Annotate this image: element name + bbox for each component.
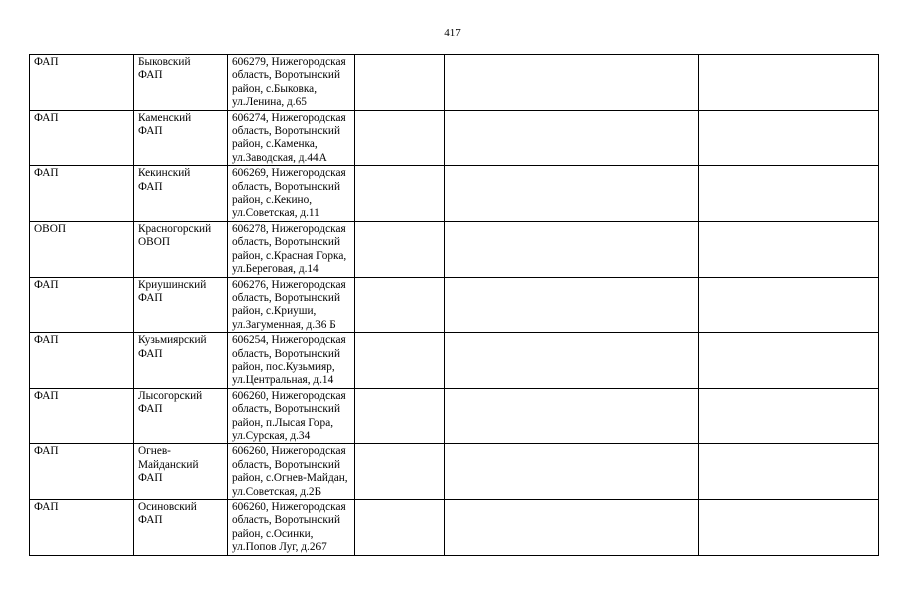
facility-address-line: район, пос.Кузьмияр, [232, 360, 335, 373]
facility-address-cell [228, 221, 355, 277]
table-row [30, 221, 879, 277]
facility-name-line: Огнев- [138, 445, 171, 458]
empty-cell [355, 166, 445, 222]
facility-name-cell [134, 55, 228, 111]
facility-name-line: ФАП [138, 403, 163, 416]
facility-type-cell [30, 500, 134, 556]
empty-cell [355, 444, 445, 500]
facility-address-cell [228, 166, 355, 222]
facility-address-line: ул.Попов Луг, д.267 [232, 541, 327, 554]
facility-name-line: ФАП [138, 514, 163, 527]
facility-type-cell [30, 166, 134, 222]
empty-cell [355, 388, 445, 444]
facility-type-cell [30, 388, 134, 444]
empty-cell [355, 55, 445, 111]
table-body [30, 55, 879, 556]
empty-cell [355, 221, 445, 277]
facility-address-line: ул.Заводская, д.44А [232, 151, 327, 164]
facility-name-line: ФАП [138, 291, 163, 304]
facility-address-line: область, Воротынский [232, 514, 341, 527]
facility-address-cell [228, 110, 355, 166]
facility-address-line: район, с.Красная Горка, [232, 249, 347, 262]
facility-name-line: ОВОП [138, 236, 171, 249]
empty-cell [699, 444, 879, 500]
facility-name-line: Красногорский [138, 222, 212, 235]
page-number: 417 [444, 27, 461, 39]
facility-name-line: Быковский [138, 56, 191, 68]
facility-name-cell [134, 444, 228, 500]
table-row [30, 444, 879, 500]
empty-cell [355, 333, 445, 389]
facility-address-line: 606278, Нижегородская [232, 222, 346, 235]
facility-type: ФАП [34, 111, 59, 124]
facility-address-line: район, с.Каменка, [232, 138, 318, 151]
facility-name-line: Кекинский [138, 167, 191, 180]
facility-name-line: ФАП [138, 125, 163, 138]
facility-name-line: Майданский [138, 458, 199, 471]
facility-address-line: область, Воротынский [232, 458, 341, 471]
facility-address-line: район, с.Осинки, [232, 527, 314, 540]
facility-name-cell [134, 388, 228, 444]
facility-name-line: Каменский [138, 111, 192, 124]
empty-cell [445, 444, 699, 500]
facility-name-line: Лысогорский [138, 389, 203, 402]
facility-address-line: ул.Загуменная, д.36 Б [232, 318, 336, 331]
empty-cell [445, 333, 699, 389]
facility-address-line: ул.Сурская, д.34 [232, 429, 311, 442]
facility-address-line: ул.Береговая, д.14 [232, 263, 319, 276]
facility-address-cell [228, 333, 355, 389]
facility-address-line: область, Воротынский [232, 291, 341, 304]
facility-address-line: 606260, Нижегородская [232, 445, 346, 458]
facility-address-line: область, Воротынский [232, 347, 341, 360]
facility-type-cell [30, 277, 134, 333]
facility-type: ФАП [34, 501, 59, 513]
empty-cell [445, 500, 699, 556]
facility-name-cell [134, 277, 228, 333]
facility-address-line: район, с.Быковка, [232, 82, 318, 95]
facility-address-line: ул.Советская, д.2Б [232, 485, 322, 498]
facility-type: ФАП [34, 167, 59, 180]
facility-address-line: 606269, Нижегородская [232, 167, 346, 180]
table-row [30, 166, 879, 222]
facility-address-cell [228, 444, 355, 500]
empty-cell [699, 110, 879, 166]
empty-cell [445, 221, 699, 277]
facility-name-cell [134, 221, 228, 277]
facility-name-line: ФАП [138, 472, 163, 485]
facility-name-cell [134, 500, 228, 556]
facility-type-cell [30, 221, 134, 277]
facility-name-line: ФАП [138, 69, 163, 82]
facility-address-line: 606276, Нижегородская [232, 278, 346, 291]
facility-address-line: район, п.Лысая Гора, [232, 416, 334, 429]
table-row [30, 110, 879, 166]
table-row [30, 500, 879, 556]
facility-address-line: область, Воротынский [232, 125, 341, 138]
facility-address-line: область, Воротынский [232, 403, 341, 416]
empty-cell [699, 55, 879, 111]
facility-address-line: область, Воротынский [232, 180, 341, 193]
empty-cell [699, 277, 879, 333]
facility-type-cell [30, 444, 134, 500]
facilities-table [29, 54, 879, 556]
facility-address-line: ул.Советская, д.11 [232, 207, 320, 220]
empty-cell [355, 500, 445, 556]
facility-type: ФАП [34, 445, 59, 458]
facility-address-line: район, с.Криуши, [232, 305, 317, 318]
facility-address-line: 606254, Нижегородская [232, 334, 346, 347]
table-row [30, 333, 879, 389]
empty-cell [445, 388, 699, 444]
facility-name-line: Кузьмиярский [138, 334, 207, 347]
facility-name-line: Криушинский [138, 278, 207, 291]
facility-address-line: 606274, Нижегородская [232, 111, 346, 124]
facility-type: ФАП [34, 278, 59, 291]
facility-name-line: ФАП [138, 180, 163, 193]
facility-name-cell [134, 333, 228, 389]
facility-address-cell [228, 277, 355, 333]
facility-type: ФАП [34, 334, 59, 347]
facility-address-line: ул.Центральная, д.14 [232, 374, 334, 387]
facility-address-line: район, с.Огнев-Майдан, [232, 472, 348, 485]
empty-cell [355, 110, 445, 166]
facility-address-line: 606279, Нижегородская [232, 56, 346, 68]
facility-name-cell [134, 110, 228, 166]
facility-type: ФАП [34, 56, 59, 68]
empty-cell [445, 110, 699, 166]
facility-type: ОВОП [34, 222, 67, 235]
facility-name-cell [134, 166, 228, 222]
facility-address-line: область, Воротынский [232, 69, 341, 82]
facility-type-cell [30, 110, 134, 166]
facility-address-line: 606260, Нижегородская [232, 389, 346, 402]
empty-cell [699, 166, 879, 222]
table-row [30, 388, 879, 444]
facility-address-cell [228, 388, 355, 444]
table-row [30, 55, 879, 111]
facility-address-line: 606260, Нижегородская [232, 501, 346, 513]
empty-cell [699, 500, 879, 556]
facility-address-cell [228, 55, 355, 111]
empty-cell [445, 277, 699, 333]
facility-address-line: ул.Ленина, д.65 [232, 96, 307, 109]
facility-address-line: область, Воротынский [232, 236, 341, 249]
facility-type: ФАП [34, 389, 59, 402]
facility-address-cell [228, 500, 355, 556]
table-row [30, 277, 879, 333]
facility-name-line: Осиновский [138, 501, 197, 513]
facility-type-cell [30, 55, 134, 111]
facility-name-line: ФАП [138, 347, 163, 360]
facility-address-line: район, с.Кекино, [232, 194, 313, 207]
facility-type-cell [30, 333, 134, 389]
empty-cell [445, 55, 699, 111]
empty-cell [355, 277, 445, 333]
empty-cell [699, 333, 879, 389]
empty-cell [445, 166, 699, 222]
empty-cell [699, 221, 879, 277]
empty-cell [699, 388, 879, 444]
